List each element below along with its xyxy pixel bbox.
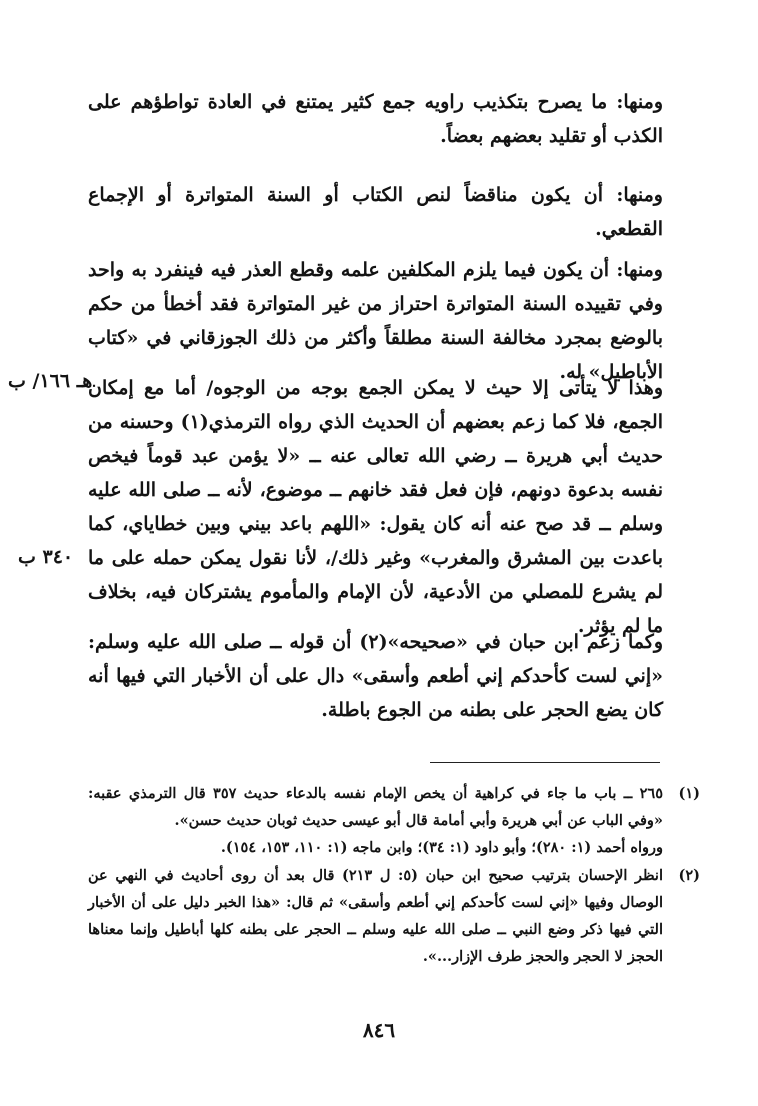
footnote-1 (88, 780, 700, 861)
footnote-line: ورواه أحمد (١: ٢٨٠)؛ وأبو داود (١: ٣٤)؛ وابن ماجه (١: ١١٠، ١٥٣، ١٥٤). (220, 839, 663, 856)
page-number: ٨٤٦ (362, 1018, 396, 1042)
footnote-line: انظر الإحسان بترتيب صحيح ابن حبان (٥: ل ٢١٣) قال بعد أن روى أحاديث في النهي عن الوصال وفيها «إني لست كأحدكم إني أطعم وأسقى» ثم قال: «هذا الخبر دليل على أن الأخبار التي فيها ذكر وضع النبي ــ صلى الله عليه وسلم ــ الحجر على بطنه كلها أباطيل وإنما معناها الحجز لا الحجر والحجز طرف الإزار...». (88, 867, 663, 965)
margin-note-folio-2: ٣٤٠ ب (18, 546, 74, 568)
paragraph-2 (88, 178, 663, 246)
paragraph-text: وكما زعم ابن حبان في «صحيحه»(٢) أن قوله ــ صلى الله عليه وسلم: «إني لست كأحدكم إني أطعم وأسقى» دال على أن الأخبار التي فيها أنه كان يضع الحجر على بطنه من الجوع باطلة. (88, 631, 663, 721)
paragraph-1 (88, 85, 663, 153)
paragraph-text: ومنها: أن يكون مناقضاً لنص الكتاب أو السنة المتواترة أو الإجماع القطعي. (88, 184, 663, 240)
paragraph-text: وهذا لا يتأتى إلا حيث لا يمكن الجمع بوجه من الوجوه/ أما مع إمكان الجمع، فلا كما زعم بعضهم أن الحديث الذي رواه الترمذي(١) وحسنه من حديث أبي هريرة ــ رضي الله تعالى عنه ــ «لا يؤمن عبد قوماً فيخص نفسه بدعوة دونهم، فإن فعل فقد خانهم ــ موضوع، لأنه ــ صلى الله عليه وسلم ــ قد صح عنه أنه كان يقول: «اللهم باعد بيني وبين خطاياي، كما باعدت بين المشرق والمغرب» وغير ذلك/، لأنا نقول يمكن حمله على ما لم يشرع للمصلي من الأدعية، لأن الإمام والمأموم يشتركان فيه، بخلاف ما لم يؤثر. (88, 377, 663, 637)
paragraph-text: ومنها: ما يصرح بتكذيب راويه جمع كثير يمتنع في العادة تواطؤهم على الكذب أو تقليد بعضهم بعضاً. (88, 91, 663, 147)
footnote-2 (88, 862, 700, 970)
margin-note-folio-1: هـ ١٦٦/ ب (8, 370, 93, 392)
paragraph-text: ومنها: أن يكون فيما يلزم المكلفين علمه وقطع العذر فيه فينفرد به واحد وفي تقييده السنة المتواترة احتراز من غير المتواترة فقد أخطأ من حكم بالوضع بمجرد مخالفة السنة مطلقاً وأكثر من ذلك الجوزقاني في «كتاب الأباطيل» له. (88, 259, 663, 383)
paragraph-4 (88, 371, 663, 643)
footnote-number: (٢) (678, 867, 700, 884)
paragraph-3 (88, 253, 663, 389)
footnote-divider (430, 762, 660, 763)
paragraph-5 (88, 625, 663, 727)
footnote-number: (١) (678, 785, 700, 802)
footnote-line: ٢٦٥ ــ باب ما جاء في كراهية أن يخص الإمام نفسه بالدعاء حديث ٣٥٧ قال الترمذي عقبه: «وفي الباب عن أبي هريرة وأبي أمامة قال أبو عيسى حديث ثوبان حديث حسن». (88, 785, 663, 829)
